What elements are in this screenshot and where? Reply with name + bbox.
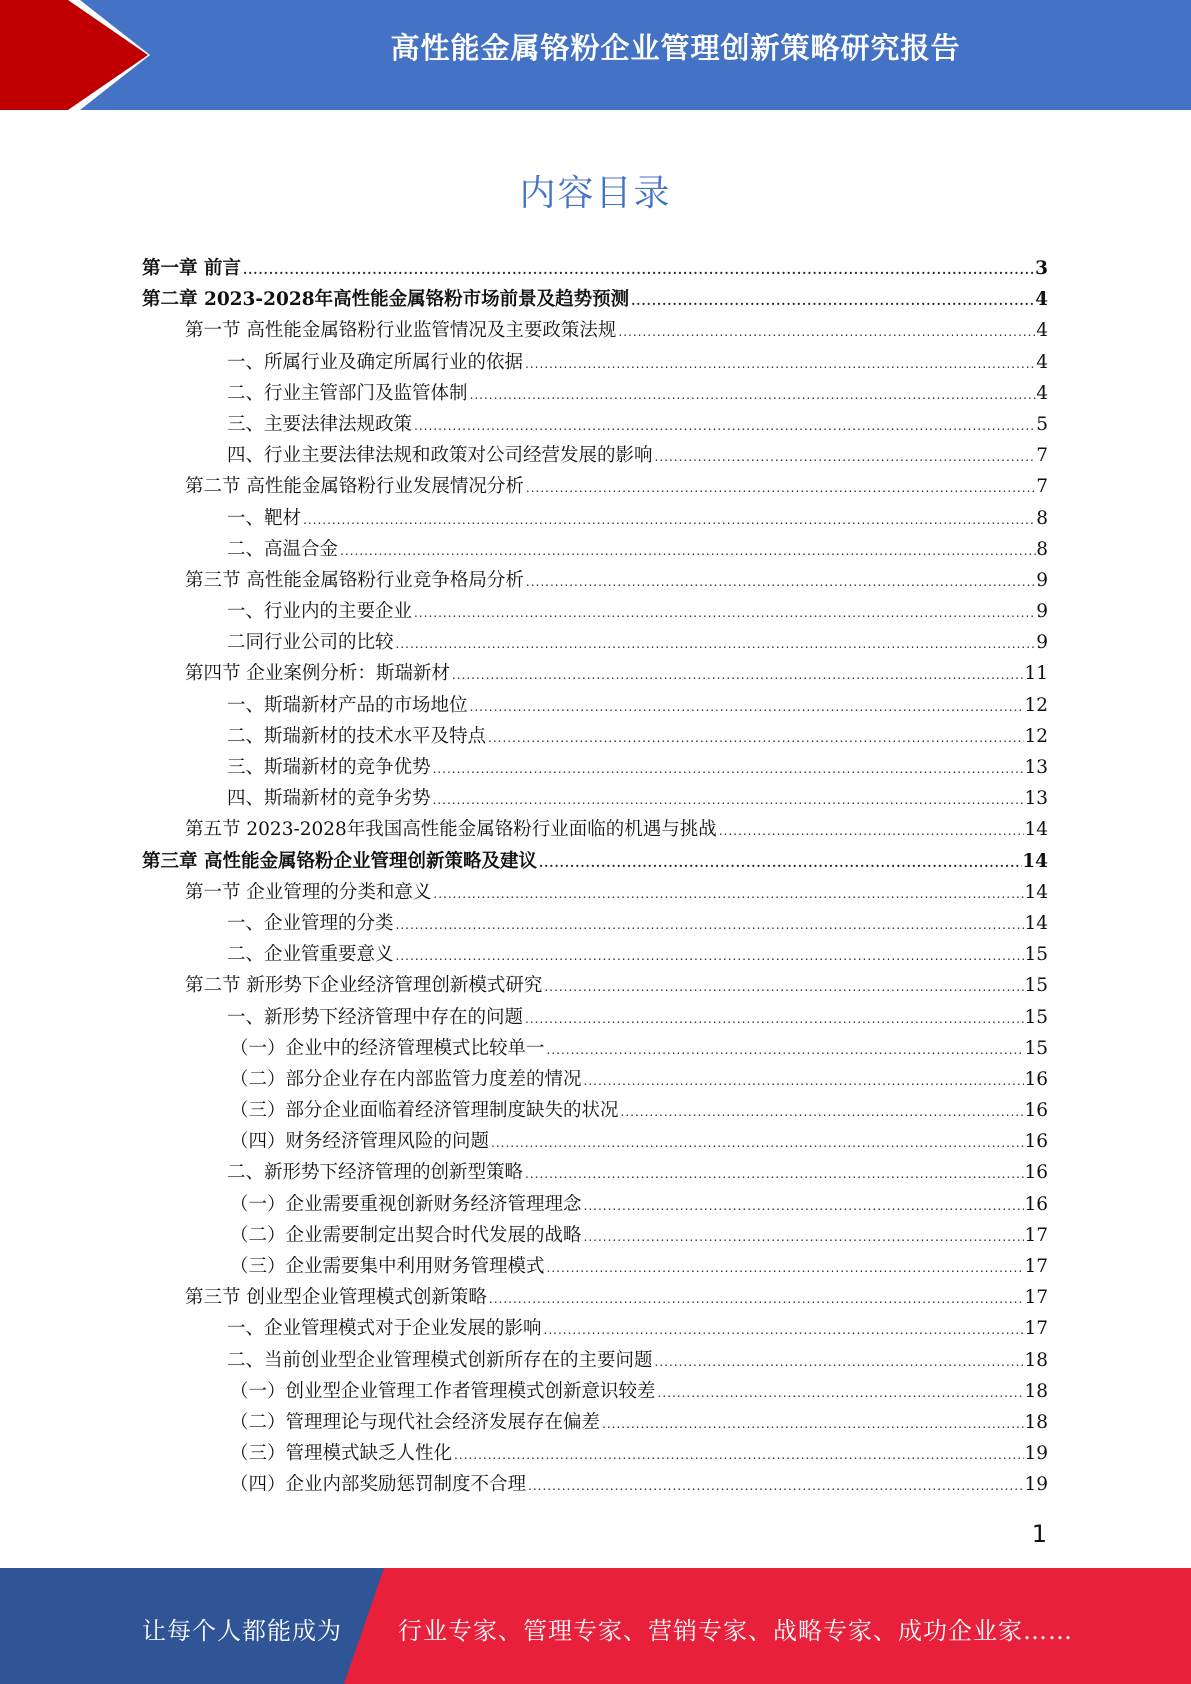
toc-entry[interactable] xyxy=(142,877,1048,908)
toc-dot-leader xyxy=(487,1284,1025,1315)
toc-entry-page: 14 xyxy=(1024,819,1048,841)
toc-entry-page: 16 xyxy=(1024,1162,1048,1184)
toc-entry[interactable] xyxy=(142,1064,1048,1095)
toc-dot-leader xyxy=(545,1253,1025,1284)
toc-entry[interactable] xyxy=(142,284,1048,315)
toc-entry-page: 16 xyxy=(1024,1100,1048,1122)
toc-entry-page: 8 xyxy=(1036,507,1048,529)
toc-entry[interactable] xyxy=(142,565,1048,596)
toc-entry-page: 17 xyxy=(1024,1256,1048,1277)
toc-entry[interactable] xyxy=(142,1189,1048,1220)
toc-entry-page: 12 xyxy=(1024,725,1048,747)
toc-entry[interactable] xyxy=(142,658,1048,689)
toc-entry-page: 15 xyxy=(1024,975,1048,997)
toc-entry-page: 4 xyxy=(1036,382,1048,404)
toc-dot-leader xyxy=(653,1347,1025,1378)
toc-entry-page: 7 xyxy=(1036,445,1048,467)
toc-entry[interactable] xyxy=(142,534,1048,565)
toc-dot-leader xyxy=(523,1004,1024,1035)
toc-entry-page: 4 xyxy=(1036,320,1048,342)
toc-entry-page: 9 xyxy=(1036,569,1048,591)
toc-entry-page: 17 xyxy=(1024,1318,1048,1340)
toc-entry[interactable] xyxy=(142,503,1048,534)
toc-entry[interactable] xyxy=(142,1002,1048,1033)
toc-entry[interactable] xyxy=(142,253,1048,284)
toc-dot-leader xyxy=(468,380,1037,411)
report-title: 高性能金属铬粉企业管理创新策略研究报告 xyxy=(390,31,961,65)
toc-entry-page: 9 xyxy=(1036,632,1048,654)
toc-dot-leader xyxy=(431,785,1025,816)
toc-dot-leader xyxy=(542,972,1024,1003)
toc-entry-text: 四、斯瑞新材的竞争劣势 xyxy=(227,788,431,810)
toc-entry[interactable] xyxy=(142,908,1048,939)
toc-entry-page: 14 xyxy=(1024,912,1048,934)
toc-entry[interactable] xyxy=(142,1282,1048,1313)
toc-entry[interactable] xyxy=(142,721,1048,752)
toc-entry-page: 18 xyxy=(1024,1380,1048,1402)
toc-dot-leader xyxy=(653,442,1037,473)
toc-entry[interactable] xyxy=(142,1220,1048,1251)
toc-dot-leader xyxy=(523,1159,1024,1190)
toc-entry[interactable] xyxy=(142,1345,1048,1376)
toc-entry[interactable] xyxy=(142,1033,1048,1064)
toc-entry-text: 第三节 创业型企业管理模式创新策略 xyxy=(185,1287,487,1309)
toc-entry-page: 15 xyxy=(1024,1037,1048,1059)
toc-entry-page: 17 xyxy=(1024,1224,1048,1246)
toc-entry-page: 4 xyxy=(1035,289,1048,311)
toc-entry-text: （三）企业需要集中利用财务管理模式 xyxy=(230,1256,545,1277)
toc-entry-text: （二）管理理论与现代社会经济发展存在偏差 xyxy=(230,1411,601,1433)
toc-entry-page: 14 xyxy=(1022,850,1048,872)
toc-dot-leader xyxy=(431,754,1025,785)
toc-entry-text: 第一章 前言 xyxy=(142,258,241,279)
toc-entry-text: （三）管理模式缺乏人性化 xyxy=(230,1443,453,1465)
toc-entry-page: 3 xyxy=(1035,258,1048,279)
toc-entry-page: 17 xyxy=(1024,1287,1048,1309)
toc-entry-page: 15 xyxy=(1024,1006,1048,1028)
toc-entry[interactable] xyxy=(142,1251,1048,1282)
toc-entry-text: 第一节 企业管理的分类和意义 xyxy=(185,881,432,903)
toc-entry-page: 13 xyxy=(1024,788,1048,810)
toc-entry[interactable] xyxy=(142,1376,1048,1407)
toc-dot-leader xyxy=(431,879,1024,910)
toc-entry-text: （四）财务经济管理风险的问题 xyxy=(230,1131,490,1153)
toc-entry-text: 第四节 企业案例分析：斯瑞新材 xyxy=(185,663,450,685)
toc-entry-page: 9 xyxy=(1036,601,1048,623)
toc-dot-leader xyxy=(582,1191,1025,1222)
toc-entry-page: 19 xyxy=(1024,1474,1048,1496)
toc-dot-leader xyxy=(582,1066,1025,1097)
toc-entry-page: 14 xyxy=(1024,881,1048,903)
toc-dot-leader xyxy=(489,1128,1024,1159)
toc-dot-leader xyxy=(468,692,1025,723)
toc-entry-page: 8 xyxy=(1036,538,1048,560)
toc-entry-text: 一、靶材 xyxy=(227,507,302,529)
toc-entry-page: 5 xyxy=(1036,413,1048,435)
toc-dot-leader xyxy=(450,660,1025,691)
toc-entry[interactable] xyxy=(142,1438,1048,1469)
toc-dot-leader xyxy=(241,255,1035,286)
toc-entry[interactable] xyxy=(142,939,1048,970)
toc-entry-text: 三、主要法律法规政策 xyxy=(227,413,413,435)
toc-entry-text: 第二节 高性能金属铬粉行业发展情况分析 xyxy=(185,476,524,498)
toc-entry-page: 16 xyxy=(1024,1068,1048,1090)
toc-entry-text: 二、当前创业型企业管理模式创新所存在的主要问题 xyxy=(227,1349,653,1371)
toc-entry[interactable] xyxy=(142,347,1048,378)
toc-entry[interactable] xyxy=(142,471,1048,502)
toc-entry-page: 7 xyxy=(1036,476,1048,498)
toc-entry-page: 18 xyxy=(1024,1349,1048,1371)
toc-entry-text: 第二节 新形势下企业经济管理创新模式研究 xyxy=(185,975,543,997)
toc-entry[interactable] xyxy=(142,814,1048,845)
toc-entry-text: 二、新形势下经济管理的创新型策略 xyxy=(227,1162,524,1184)
toc-dot-leader xyxy=(526,1471,1024,1502)
toc-entry-text: 一、斯瑞新材产品的市场地位 xyxy=(227,694,468,716)
toc-dot-leader xyxy=(301,505,1036,536)
toc-dot-leader xyxy=(600,1409,1024,1440)
toc-entry-text: 二、企业管重要意义 xyxy=(227,944,394,966)
toc-entry-text: 第一节 高性能金属铬粉行业监管情况及主要政策法规 xyxy=(185,320,617,342)
toc-entry-text: 四、行业主要法律法规和政策对公司经营发展的影响 xyxy=(227,445,653,467)
toc-title: 内容目录 xyxy=(519,173,672,214)
toc-dot-leader xyxy=(338,536,1036,567)
toc-entry-text: 二、高温合金 xyxy=(227,538,339,560)
toc-entry[interactable] xyxy=(142,1157,1048,1188)
toc-entry[interactable] xyxy=(142,690,1048,721)
toc-entry[interactable] xyxy=(142,752,1048,783)
toc-entry[interactable] xyxy=(142,315,1048,346)
toc-dot-leader xyxy=(619,1097,1025,1128)
toc-entry-text: 一、企业管理模式对于企业发展的影响 xyxy=(227,1318,542,1340)
toc-entry-page: 16 xyxy=(1024,1131,1048,1153)
toc-entry-text: 第三章 高性能金属铬粉企业管理创新策略及建议 xyxy=(142,850,537,872)
toc-entry[interactable] xyxy=(142,1095,1048,1126)
toc-dot-leader xyxy=(656,1378,1025,1409)
footer-slogan-right: 行业专家、管理专家、营销专家、战略专家、成功企业家…… xyxy=(398,1617,1073,1645)
toc-dot-leader xyxy=(545,1035,1025,1066)
toc-entry-page: 19 xyxy=(1024,1443,1048,1465)
toc-entry-text: 二、行业主管部门及监管体制 xyxy=(227,382,468,404)
header-band xyxy=(0,0,1191,110)
toc-entry-text: （一）企业需要重视创新财务经济管理理念 xyxy=(230,1193,582,1215)
toc-entry-text: 一、行业内的主要企业 xyxy=(227,601,413,623)
toc-dot-leader xyxy=(524,567,1036,598)
toc-dot-leader xyxy=(412,411,1036,442)
toc-dot-leader xyxy=(524,473,1036,504)
toc-dot-leader xyxy=(394,629,1037,660)
toc-entry-text: （一）企业中的经济管理模式比较单一 xyxy=(230,1037,545,1059)
toc-dot-leader xyxy=(452,1440,1024,1471)
toc-entry-text: 一、所属行业及确定所属行业的依据 xyxy=(227,351,524,373)
toc-entry-text: （三）部分企业面临着经济管理制度缺失的状况 xyxy=(230,1100,619,1122)
toc-entry[interactable] xyxy=(142,970,1048,1001)
toc-entry-text: 二、斯瑞新材的技术水平及特点 xyxy=(227,725,487,747)
toc-entry[interactable] xyxy=(142,596,1048,627)
toc-entry[interactable] xyxy=(142,1313,1048,1344)
toc-dot-leader xyxy=(629,286,1035,317)
toc-dot-leader xyxy=(542,1315,1025,1346)
toc-entry-text: 第五节 2023-2028年我国高性能金属铬粉行业面临的机遇与挑战 xyxy=(185,819,717,841)
toc-entry[interactable] xyxy=(142,846,1048,877)
toc-entry[interactable] xyxy=(142,440,1048,471)
toc-entry-text: （一）创业型企业管理工作者管理模式创新意识较差 xyxy=(230,1380,656,1402)
toc-entry-text: 一、新形势下经济管理中存在的问题 xyxy=(227,1006,524,1028)
toc-entry-text: （二）部分企业存在内部监管力度差的情况 xyxy=(230,1068,582,1090)
toc-entry-text: （四）企业内部奖励惩罚制度不合理 xyxy=(230,1474,527,1496)
toc-entry-page: 18 xyxy=(1024,1411,1048,1433)
toc-entry-page: 15 xyxy=(1024,944,1048,966)
toc-entry-page: 13 xyxy=(1024,757,1048,778)
toc-dot-leader xyxy=(523,349,1036,380)
footer-band xyxy=(0,1568,1191,1684)
toc-entry-text: 一、企业管理的分类 xyxy=(227,912,394,934)
toc-entry-page: 11 xyxy=(1024,663,1048,685)
toc-entry-page: 4 xyxy=(1036,351,1048,373)
toc-entry[interactable] xyxy=(142,627,1048,658)
toc-dot-leader xyxy=(537,848,1022,879)
toc-entry-text: 第三节 高性能金属铬粉行业竞争格局分析 xyxy=(185,569,524,591)
toc-entry[interactable] xyxy=(142,409,1048,440)
footer-slogan-left: 让每个人都能成为 xyxy=(142,1617,342,1645)
toc-entry-page: 16 xyxy=(1024,1193,1048,1215)
toc-dot-leader xyxy=(616,317,1036,348)
toc-dot-leader xyxy=(717,816,1025,847)
toc-entry-text: 二同行业公司的比较 xyxy=(227,632,394,654)
toc-dot-leader xyxy=(394,910,1025,941)
toc-entry[interactable] xyxy=(142,783,1048,814)
toc-entry[interactable] xyxy=(142,378,1048,409)
table-of-contents xyxy=(142,253,1048,1501)
toc-entry-text: （二）企业需要制定出契合时代发展的战略 xyxy=(230,1224,582,1246)
toc-dot-leader xyxy=(582,1222,1025,1253)
toc-entry-page: 12 xyxy=(1024,694,1048,716)
toc-dot-leader xyxy=(412,598,1036,629)
toc-dot-leader xyxy=(394,941,1025,972)
toc-dot-leader xyxy=(486,723,1024,754)
toc-entry[interactable] xyxy=(142,1407,1048,1438)
toc-entry[interactable] xyxy=(142,1469,1048,1500)
page-number: 1 xyxy=(1031,1520,1047,1548)
toc-entry-text: 三、斯瑞新材的竞争优势 xyxy=(227,757,431,778)
toc-entry[interactable] xyxy=(142,1126,1048,1157)
toc-entry-text: 第二章 2023-2028年高性能金属铬粉市场前景及趋势预测 xyxy=(142,289,630,311)
